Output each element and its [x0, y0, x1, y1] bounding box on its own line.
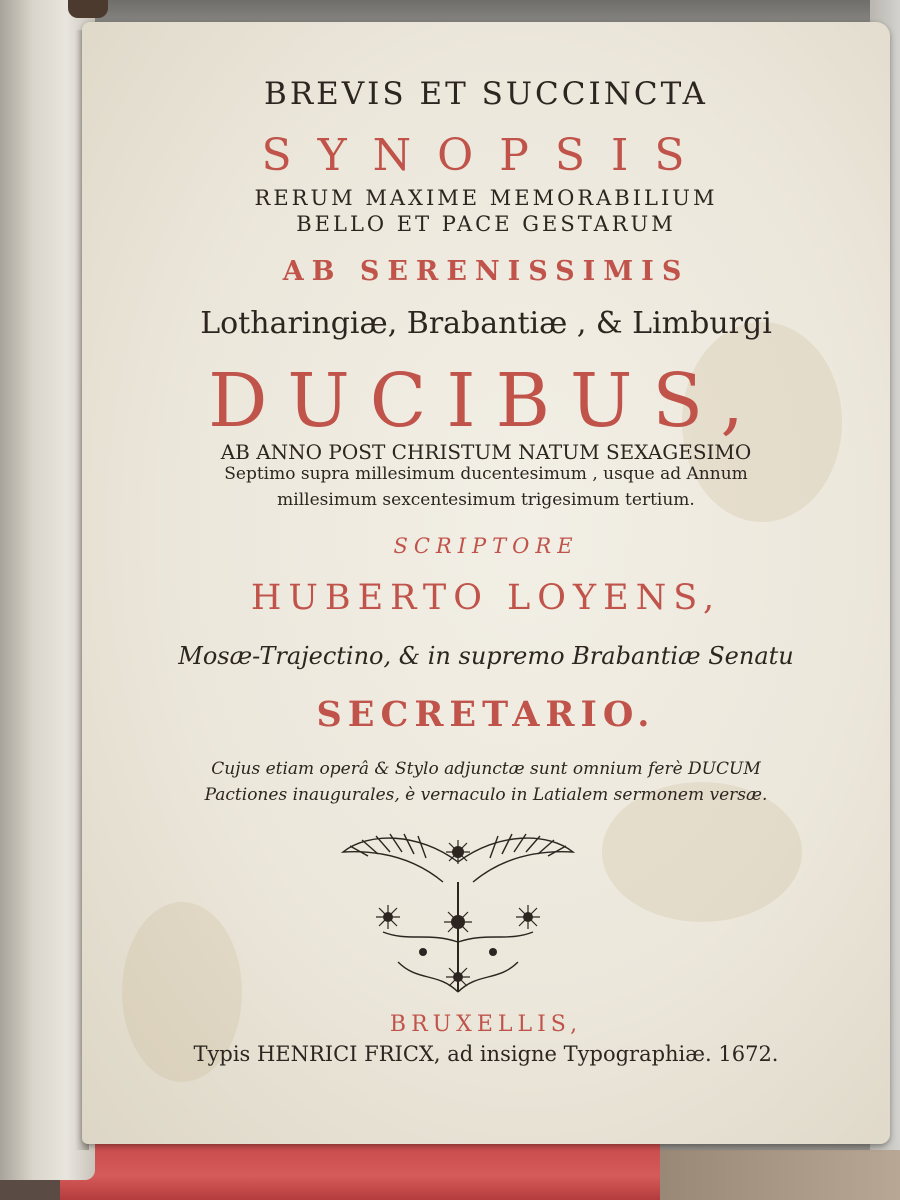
title-line-scriptore: SCRIPTORE	[393, 534, 579, 558]
floor-surface	[660, 1150, 900, 1200]
author-description: Mosæ-Trajectino, & in supremo Brabantiæ Senatu	[178, 642, 794, 670]
title-line-lotharingiae: Lotharingiæ, Brabantiæ , & Limburgi	[200, 306, 772, 341]
title-line-pactiones: Pactiones inaugurales, è vernaculo in Latialem sermonem versæ.	[204, 785, 768, 805]
red-cloth	[60, 1140, 660, 1200]
title-line-ducibus: DUCIBUS,	[208, 358, 764, 444]
imprint-place: BRUXELLIS,	[389, 1012, 583, 1037]
title-line-millesimum: millesimum sexcentesimum trigesimum tertium.	[277, 490, 695, 510]
left-page-edge	[0, 0, 95, 1180]
title-line-rerum: RERUM MAXIME MEMORABILIUM	[254, 186, 718, 210]
title-line-ab-anno: AB ANNO POST CHRISTUM NATUM SEXAGESIMO	[220, 440, 752, 464]
title-line-serenissimis: AB SERENISSIMIS	[282, 256, 690, 287]
author-name: HUBERTO LOYENS,	[250, 578, 722, 618]
title-line-brevis: BREVIS ET SUCCINCTA	[264, 76, 708, 112]
title-line-cujus: Cujus etiam operâ & Stylo adjunctæ sunt omnium ferè DUCUM	[211, 759, 761, 779]
book-spine-edge	[68, 0, 108, 18]
title-line-bello: BELLO ET PACE GESTARUM	[296, 212, 676, 236]
imprint-printer: Typis HENRICI FRICX, ad insigne Typographiæ. 1672.	[193, 1042, 779, 1066]
floral-woodcut-icon	[338, 822, 578, 1012]
title-line-synopsis: SYNOPSIS	[261, 130, 711, 181]
author-title: SECRETARIO.	[316, 694, 656, 735]
title-page	[82, 22, 890, 1144]
title-line-septimo: Septimo supra millesimum ducentesimum , usque ad Annum	[224, 464, 748, 484]
